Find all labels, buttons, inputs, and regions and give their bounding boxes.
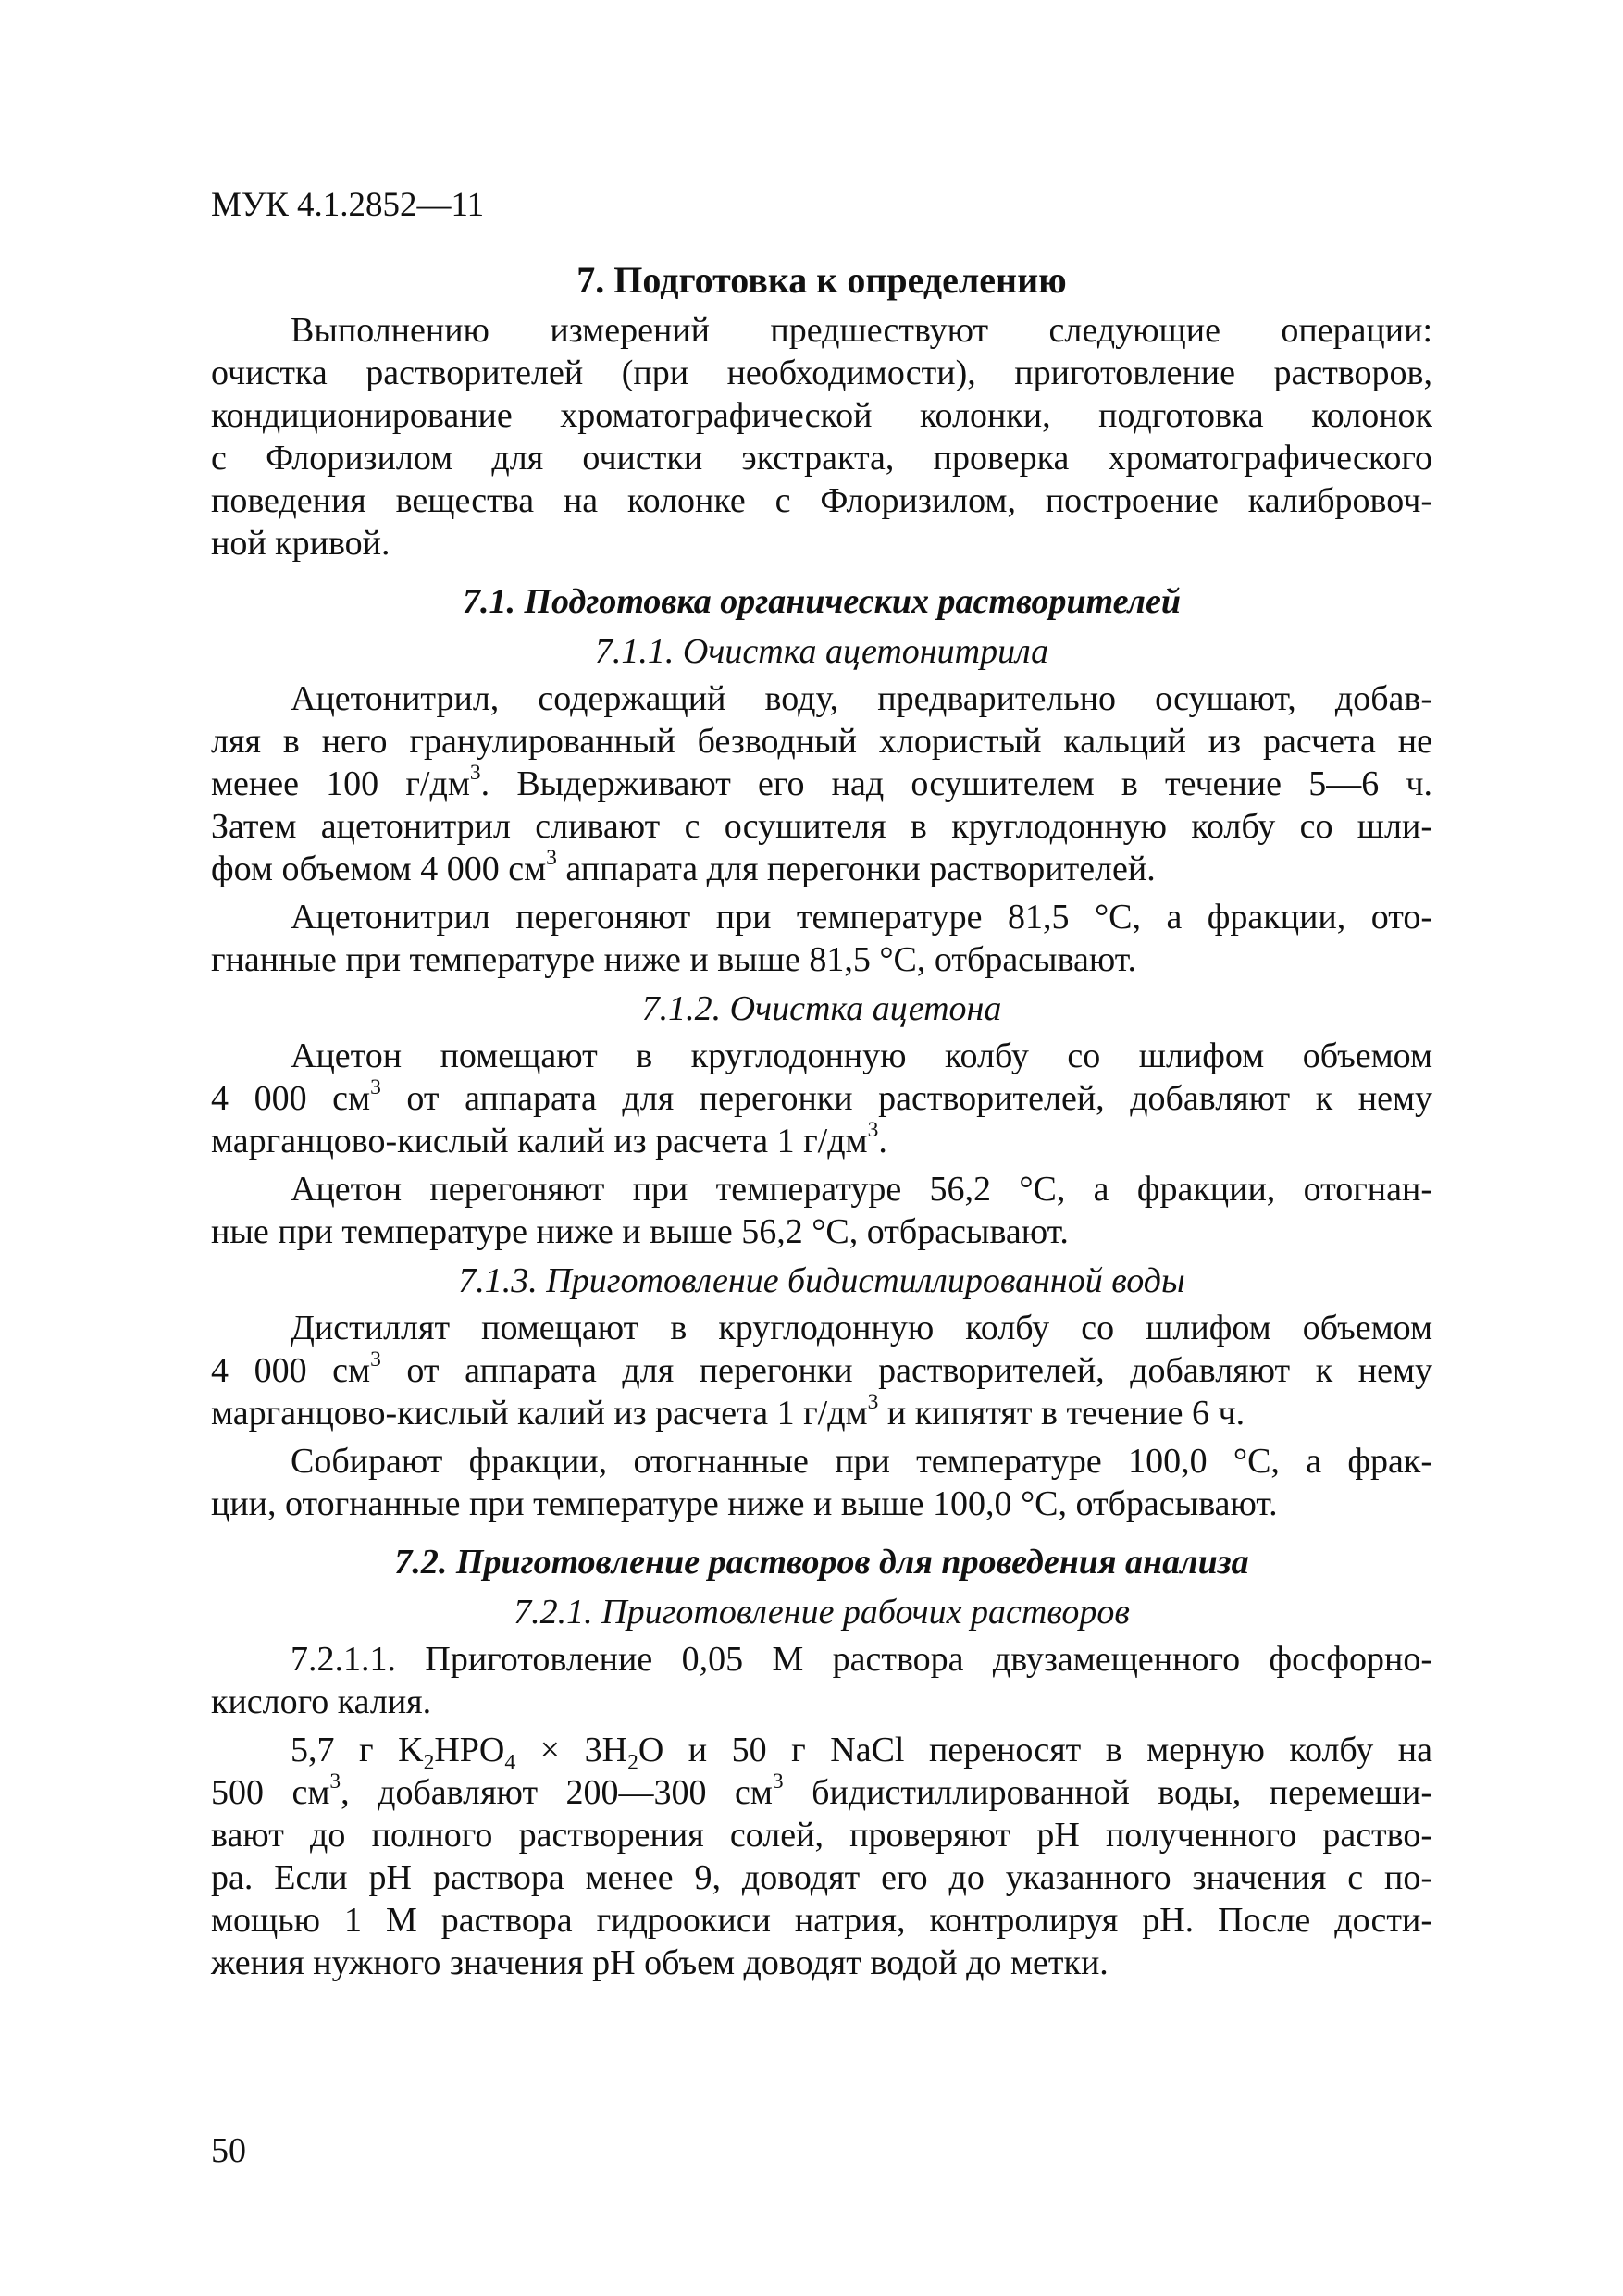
text-line: 5,7 г $K_2HPO_4 \times 3H_2O$ и 50 г NaCl переносят в мерную колбу на (291, 1731, 1433, 1775)
paragraph-acetonitrile-drying (211, 677, 1432, 890)
text-line: Затем ацетонитрил сливают с осушителя в круглодонную колбу со шли- (211, 807, 1432, 846)
text-line: менее 100 $г/дм^3$. Выдерживают его над осушителем в течение 5—6 ч. (211, 760, 1432, 803)
section-title: 7. Подготовка к определению (576, 259, 1067, 301)
paragraph-acetonitrile-distillation (211, 896, 1432, 981)
text-line: кислого калия. (211, 1682, 432, 1721)
intro-paragraph (211, 309, 1432, 565)
text-line: 7.2.1.1. Приготовление 0,05 М раствора двузамещенного фосфорно- (291, 1640, 1432, 1679)
paragraph-distillate-treatment (211, 1307, 1432, 1434)
text-line: 4 000 $см^3$ от аппарата для перегонки растворителей, добавляют к нему (211, 1347, 1432, 1390)
text-line: Дистиллят помещают в круглодонную колбу со шлифом объемом (291, 1309, 1432, 1347)
text-line: с Флоризилом для очистки экстракта, проверка хроматографического (211, 439, 1432, 478)
subsection-title-7-2: 7.2. Приготовление растворов для проведения анализа (394, 1543, 1249, 1582)
text-line: Выполнению измерений предшествуют следующие операции: (291, 311, 1432, 350)
text-line: ции, отогнанные при температуре ниже и выше 100,0 °С, отбрасывают. (211, 1484, 1278, 1523)
text-line: поведения вещества на колонке с Флоризилом, построение калибровоч- (211, 481, 1432, 520)
text-line: мощью 1 М раствора гидроокиси натрия, контролируя pH. После дости- (211, 1901, 1432, 1940)
text-line: ляя в него гранулированный безводный хлористый кальций из расчета не (211, 722, 1432, 761)
text-line: ной кривой. (211, 524, 390, 563)
text-line: Ацетон перегоняют при температуре 56,2 °С, а фракции, отогнан- (291, 1170, 1432, 1209)
text-line: Ацетонитрил перегоняют при температуре 81,5 °С, а фракции, ото- (291, 898, 1432, 937)
paragraph-phosphate-procedure (211, 1729, 1432, 1984)
text-line: кондиционирование хроматографической колонки, подготовка колонок (211, 396, 1432, 435)
text-line: марганцово-кислый калий из расчета 1 $г/дм^3$. (211, 1117, 887, 1160)
paragraph-acetone-treatment (211, 1035, 1432, 1162)
text-line: ные при температуре ниже и выше 56,2 °С, отбрасывают. (211, 1212, 1069, 1251)
paragraph-phosphate-title (211, 1638, 1432, 1723)
text-line: 500 $см^3$, добавляют 200—300 $см^3$ бидистиллированной воды, перемеши- (211, 1769, 1432, 1812)
text-line: ра. Если pH раствора менее 9, доводят его до указанного значения с по- (211, 1858, 1432, 1897)
subsection-title-7-2-1: 7.2.1. Приготовление рабочих растворов (514, 1593, 1130, 1632)
subsection-title-7-1: 7.1. Подготовка органических растворителей (462, 582, 1182, 621)
paragraph-water-fractions (211, 1440, 1432, 1525)
paragraph-acetone-distillation (211, 1168, 1432, 1253)
text-line: Собирают фракции, отогнанные при температуре 100,0 °С, а фрак- (291, 1442, 1432, 1481)
text-line: очистка растворителей (при необходимости), приготовление растворов, (211, 354, 1432, 392)
document-code-header: МУК 4.1.2852—11 (211, 186, 485, 224)
subsection-title-7-1-2: 7.1.2. Очистка ацетона (641, 989, 1002, 1028)
text-line: Ацетонитрил, содержащий воду, предварительно осушают, добав- (291, 679, 1432, 718)
document-page (211, 183, 1432, 2201)
text-line: Ацетон помещают в круглодонную колбу со шлифом объемом (291, 1036, 1432, 1075)
text-line: вают до полного растворения солей, проверяют pH полученного раство- (211, 1816, 1432, 1855)
text-line: жения нужного значения pH объем доводят водой до метки. (211, 1943, 1109, 1982)
subsection-title-7-1-3: 7.1.3. Приготовление бидистиллированной воды (458, 1261, 1185, 1300)
text-line: 4 000 $см^3$ от аппарата для перегонки растворителей, добавляют к нему (211, 1074, 1432, 1118)
page-number: 50 (211, 2131, 246, 2170)
subsection-title-7-1-1: 7.1.1. Очистка ацетонитрила (594, 632, 1049, 671)
text-line: гнанные при температуре ниже и выше 81,5 °С, отбрасывают. (211, 940, 1137, 979)
text-line: марганцово-кислый калий из расчета 1 $г/дм^3$ и кипятят в течение 6 ч. (211, 1389, 1245, 1433)
text-line: фом объемом 4 000 $см^3$ аппарата для перегонки растворителей. (211, 845, 1156, 888)
